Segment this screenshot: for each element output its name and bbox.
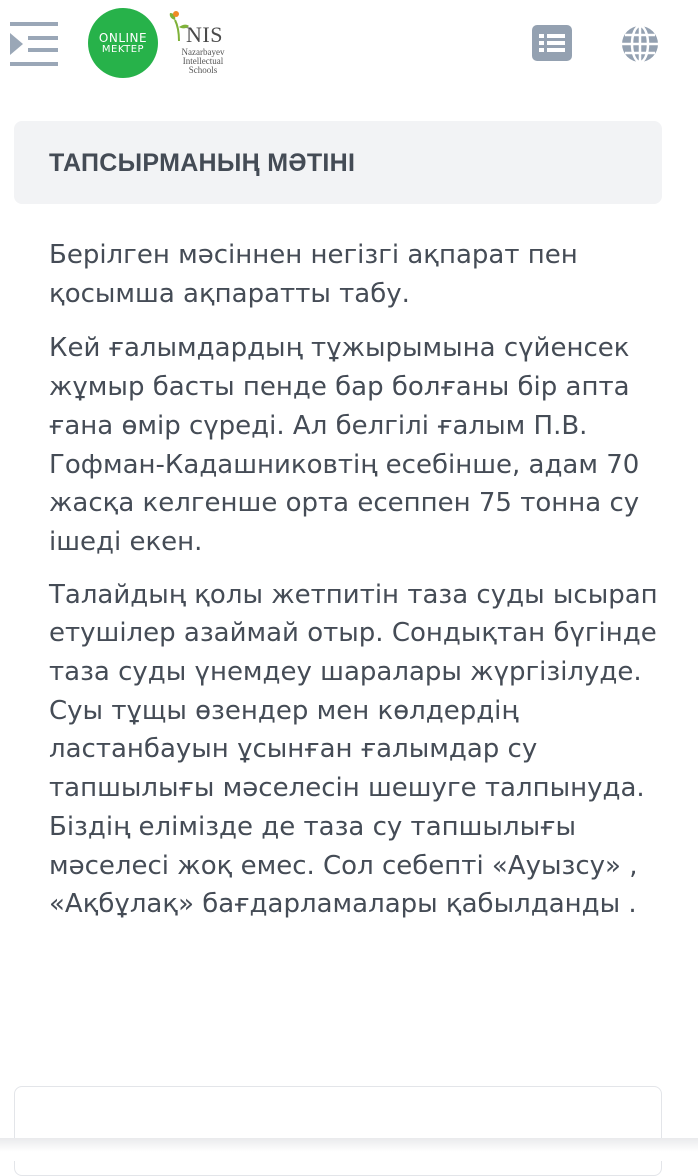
nis-subtitle-line1: Nazarbayev	[181, 47, 225, 57]
task-instruction: Берілген мәсіннен негізгі ақпарат пен қосымша ақпаратты табу.	[49, 240, 578, 309]
nis-subtitle	[168, 48, 238, 75]
bottom-edge-shadow	[0, 1138, 698, 1161]
online-mektep-logo-line2: MEKTEP	[101, 43, 145, 55]
nis-subtitle-line2: Intellectual	[182, 56, 224, 66]
list-icon[interactable]	[532, 25, 572, 61]
nis-wordmark: NIS	[186, 22, 223, 47]
online-mektep-logo[interactable]	[88, 8, 158, 78]
menu-indent-icon[interactable]	[8, 20, 60, 68]
task-header-card	[14, 121, 662, 204]
online-mektep-logo-line1: ONLINE	[98, 30, 148, 45]
globe-icon[interactable]	[620, 24, 660, 64]
text-paragraph-1: Кей ғалымдардың тұжырымына сүйенсек жұмыр басты пенде бар болғаны бір апта ғана өмір сүреді. Ал белгілі ғалым П.В. Гофман-Кадашниковтің есебінше, адам 70 жасқа келгенше орта есеппен 75 тонна су ішеді екен.	[49, 333, 640, 557]
text-paragraph-2: Талайдың қолы жетпитін таза суды ысырап етушілер азаймай отыр. Сондықтан бүгінде таза суды үнемдеу шаралары жүргізілуде. Суы тұщы өзендер мен көлдердің ластанбауын ұсынған ғалымдар су тапшылығы мәселесін шешуге талпынуда. Біздің елімізде де таза су тапшылығы мәселесі жоқ емес. Сол себепті «Ауызсу» , «Ақбұлақ» бағдарламалары қабылданды .	[49, 579, 658, 920]
task-title: ТАПСЫРМАНЫҢ МӘТІНІ	[49, 149, 356, 177]
nis-subtitle-line3: Schools	[188, 65, 218, 75]
task-text	[49, 236, 659, 936]
nis-logo	[162, 10, 234, 78]
answer-card[interactable]	[14, 1086, 662, 1176]
app-header	[0, 0, 698, 90]
